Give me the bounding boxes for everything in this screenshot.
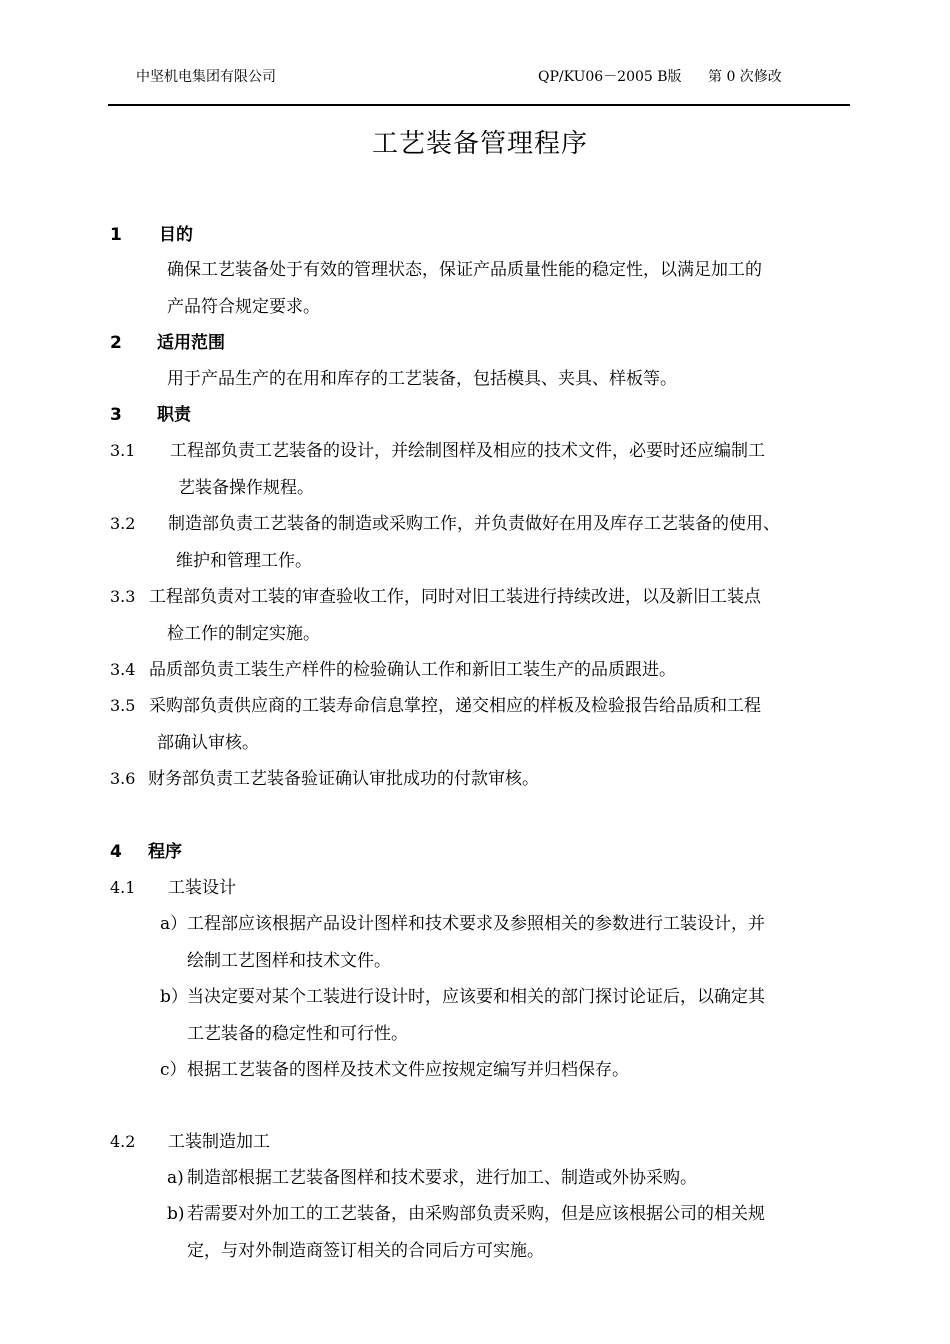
item-4-1-c-line-1: 根据工艺装备的图样及技术文件应按规定编写并归档保存。 — [187, 1060, 629, 1080]
item-3-3-line-1: 工程部负责对工装的审查验收工作，同时对旧工装进行持续改进，以及新旧工装点 — [149, 587, 761, 607]
item-3-5-line-1: 采购部负责供应商的工装寿命信息掌控，递交相应的样板及检验报告给品质和工程 — [149, 696, 761, 716]
item-4-1-a-line-2: 绘制工艺图样和技术文件。 — [187, 951, 391, 971]
item-3-1-line-2: 艺装备操作规程。 — [178, 478, 314, 498]
item-3-2-line-1: 制造部负责工艺装备的制造或采购工作，并负责做好在用及库存工艺装备的使用、 — [168, 514, 780, 534]
subsection-4-2-heading: 工装制造加工 — [168, 1132, 270, 1152]
item-4-1-b-line-2: 工艺装备的稳定性和可行性。 — [187, 1024, 408, 1044]
item-4-1-b-mark: b） — [160, 987, 188, 1007]
section-1-heading: 目的 — [159, 225, 193, 245]
item-4-1-c-mark: c） — [160, 1060, 187, 1080]
item-4-2-a-line-1: 制造部根据工艺装备图样和技术要求，进行加工、制造或外协采购。 — [187, 1168, 697, 1188]
item-3-4-line-1: 品质部负责工装生产样件的检验确认工作和新旧工装生产的品质跟进。 — [149, 660, 676, 680]
section-2-text: 用于产品生产的在用和库存的工艺装备，包括模具、夹具、样板等。 — [167, 369, 677, 389]
header-company: 中坚机电集团有限公司 — [136, 69, 276, 85]
section-4-heading: 程序 — [148, 842, 182, 862]
section-1-text-line-1: 确保工艺装备处于有效的管理状态，保证产品质量性能的稳定性，以满足加工的 — [167, 260, 762, 280]
item-3-5-num: 3.5 — [110, 696, 136, 715]
item-3-2-num: 3.2 — [110, 514, 136, 533]
item-4-2-b-line-1: 若需要对外加工的工艺装备，由采购部负责采购，但是应该根据公司的相关规 — [187, 1204, 765, 1224]
subsection-4-1-num: 4.1 — [110, 878, 136, 897]
item-3-2-line-2: 维护和管理工作。 — [176, 551, 312, 571]
item-3-1-num: 3.1 — [110, 441, 136, 460]
item-3-3-line-2: 检工作的制定实施。 — [167, 624, 320, 644]
section-1-text-line-2: 产品符合规定要求。 — [167, 297, 320, 317]
subsection-4-1-heading: 工装设计 — [168, 878, 236, 898]
section-2-num: 2 — [110, 333, 122, 353]
header-doc-code: QP/KU06－2005 B版 — [538, 69, 682, 85]
item-4-1-a-line-1: 工程部应该根据产品设计图样和技术要求及参照相关的参数进行工装设计，并 — [187, 914, 765, 934]
item-3-4-num: 3.4 — [110, 660, 136, 679]
item-4-2-b-line-2: 定，与对外制造商签订相关的合同后方可实施。 — [187, 1241, 544, 1261]
section-3-num: 3 — [110, 405, 122, 425]
item-3-3-num: 3.3 — [110, 587, 136, 606]
item-4-1-b-line-1: 当决定要对某个工装进行设计时，应该要和相关的部门探讨论证后，以确定其 — [187, 987, 765, 1007]
item-4-2-a-mark: a) — [167, 1168, 184, 1188]
item-4-1-a-mark: a） — [160, 914, 188, 934]
header-rule — [108, 104, 850, 106]
item-4-2-b-mark: b) — [167, 1204, 185, 1224]
item-3-6-line-1: 财务部负责工艺装备验证确认审批成功的付款审核。 — [148, 769, 539, 789]
section-1-num: 1 — [110, 225, 122, 245]
item-3-1-line-1: 工程部负责工艺装备的设计，并绘制图样及相应的技术文件，必要时还应编制工 — [170, 441, 765, 461]
section-2-heading: 适用范围 — [157, 333, 225, 353]
section-4-num: 4 — [110, 842, 122, 862]
subsection-4-2-num: 4.2 — [110, 1132, 136, 1151]
item-3-6-num: 3.6 — [110, 769, 136, 788]
header-revision: 第 0 次修改 — [708, 69, 782, 85]
section-3-heading: 职责 — [157, 405, 191, 425]
page-title: 工艺装备管理程序 — [371, 129, 588, 159]
item-3-5-line-2: 部确认审核。 — [157, 733, 259, 753]
